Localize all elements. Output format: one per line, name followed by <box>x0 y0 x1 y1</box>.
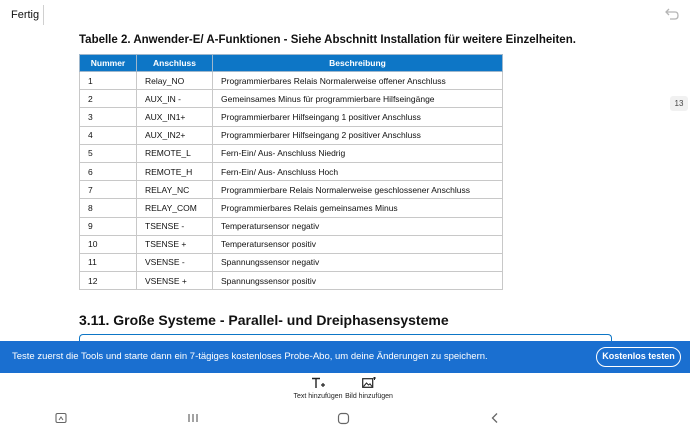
add-image-tool[interactable] <box>343 377 395 400</box>
row-description: Spannungssensor negativ <box>213 253 503 271</box>
row-number: 6 <box>80 162 137 180</box>
home-icon[interactable] <box>337 412 350 425</box>
table-row <box>80 90 503 108</box>
row-description: Temperatursensor negativ <box>213 217 503 235</box>
row-description: Spannungssensor positiv <box>213 272 503 290</box>
row-description: Programmierbare Relais Normalerweise geschlossener Anschluss <box>213 181 503 199</box>
row-terminal: VSENSE - <box>137 253 213 271</box>
row-terminal: REMOTE_H <box>137 162 213 180</box>
row-number: 1 <box>80 72 137 90</box>
row-number: 8 <box>80 199 137 217</box>
column-header: Beschreibung <box>213 55 503 72</box>
table-header-row <box>80 55 503 72</box>
top-bar <box>0 0 690 30</box>
row-terminal: VSENSE + <box>137 272 213 290</box>
row-description: Temperatursensor positiv <box>213 235 503 253</box>
table-row <box>80 199 503 217</box>
row-number: 12 <box>80 272 137 290</box>
row-terminal: RELAY_NC <box>137 181 213 199</box>
row-description: Fern-Ein/ Aus- Anschluss Hoch <box>213 162 503 180</box>
table-row <box>80 162 503 180</box>
add-text-label: Text hinzufügen <box>293 393 343 400</box>
row-number: 10 <box>80 235 137 253</box>
screenshot-nav-icon[interactable] <box>55 412 67 424</box>
row-terminal: AUX_IN1+ <box>137 108 213 126</box>
trial-banner <box>0 341 690 373</box>
banner-text: Teste zuerst die Tools und starte dann ein 7-tägiges kostenloses Probe-Abo, um deine Änderungen zu speichern. <box>12 351 488 362</box>
row-terminal: AUX_IN2+ <box>137 126 213 144</box>
divider <box>43 5 44 25</box>
row-number: 3 <box>80 108 137 126</box>
add-text-tool[interactable] <box>292 377 344 400</box>
table-row <box>80 235 503 253</box>
row-description: Fern-Ein/ Aus- Anschluss Niedrig <box>213 144 503 162</box>
table-row <box>80 108 503 126</box>
table-row <box>80 144 503 162</box>
table-row <box>80 72 503 90</box>
row-number: 5 <box>80 144 137 162</box>
add-image-label: Bild hinzufügen <box>345 393 393 400</box>
table-row <box>80 181 503 199</box>
pinout-table <box>79 54 503 290</box>
document-page <box>0 30 690 342</box>
tool-bar <box>0 373 690 405</box>
system-nav-bar <box>0 405 690 431</box>
row-terminal: REMOTE_L <box>137 144 213 162</box>
row-description: Programmierbarer Hilfseingang 1 positiver Anschluss <box>213 108 503 126</box>
add-image-icon <box>362 377 376 389</box>
row-terminal: Relay_NO <box>137 72 213 90</box>
row-description: Gemeinsames Minus für programmierbare Hilfseingänge <box>213 90 503 108</box>
row-terminal: TSENSE - <box>137 217 213 235</box>
table-row <box>80 217 503 235</box>
table-row <box>80 272 503 290</box>
add-text-icon <box>311 377 325 389</box>
row-number: 4 <box>80 126 137 144</box>
row-number: 9 <box>80 217 137 235</box>
done-button[interactable]: Fertig <box>11 9 40 21</box>
row-description: Programmierbares Relais gemeinsames Minus <box>213 199 503 217</box>
row-number: 11 <box>80 253 137 271</box>
row-number: 7 <box>80 181 137 199</box>
table-row <box>80 126 503 144</box>
row-description: Programmierbares Relais Normalerweise offener Anschluss <box>213 72 503 90</box>
row-terminal: AUX_IN - <box>137 90 213 108</box>
page-number-badge: 13 <box>670 96 688 111</box>
table-row <box>80 253 503 271</box>
row-terminal: RELAY_COM <box>137 199 213 217</box>
row-number: 2 <box>80 90 137 108</box>
back-icon[interactable] <box>489 412 501 424</box>
recent-apps-icon[interactable] <box>187 412 199 424</box>
row-terminal: TSENSE + <box>137 235 213 253</box>
column-header: Nummer <box>80 55 137 72</box>
free-trial-button[interactable]: Kostenlos testen <box>596 347 681 367</box>
table-title: Tabelle 2. Anwender-E/ A-Funktionen - Siehe Abschnitt Installation für weitere Einzelheiten. <box>79 34 576 46</box>
row-description: Programmierbarer Hilfseingang 2 positiver Anschluss <box>213 126 503 144</box>
undo-icon[interactable] <box>664 7 680 21</box>
column-header: Anschluss <box>137 55 213 72</box>
section-heading: 3.11. Große Systeme - Parallel- und Dreiphasensysteme <box>79 312 449 328</box>
